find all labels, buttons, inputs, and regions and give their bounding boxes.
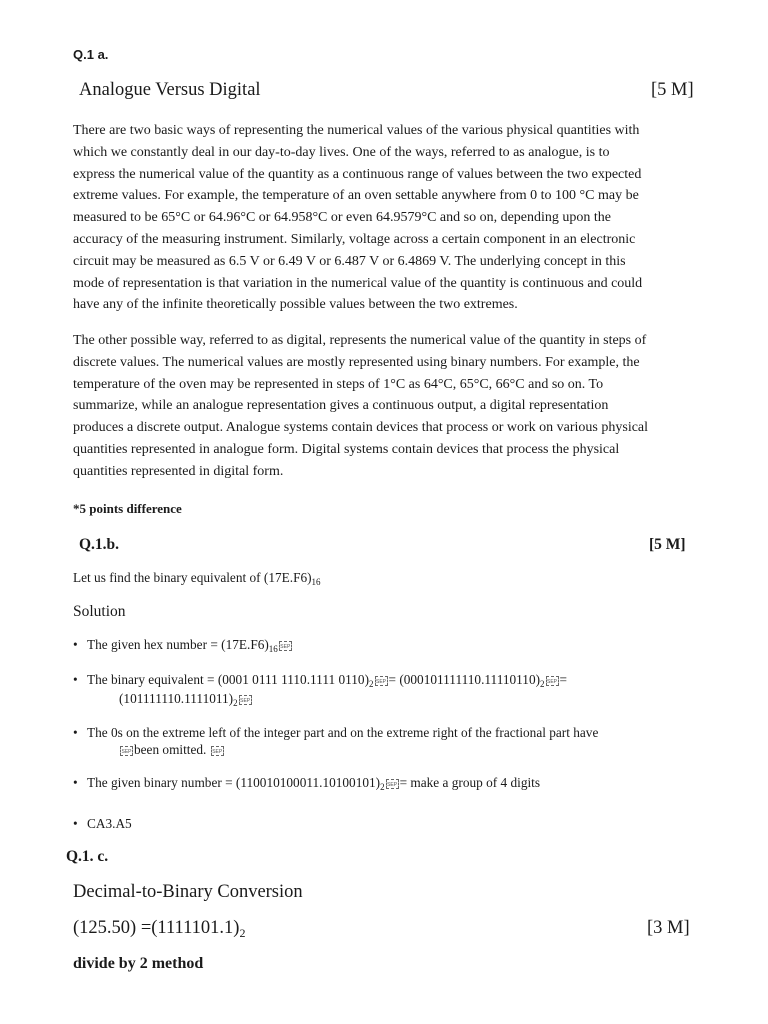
intro-line <box>73 570 321 586</box>
text-line: quantities represented in digital form. <box>73 463 284 479</box>
text-line: produces a discrete output. Analogue systems contain devices that process or work on various physical <box>73 420 649 436</box>
text-line: There are two basic ways of representing the numerical values of the various physical quantities with <box>73 123 640 138</box>
text-line: circuit may be measured as 6.5 V or 6.49 V or 6.487 V or 6.4869 V. The underlying concept in this <box>73 253 626 269</box>
list-item <box>73 636 293 653</box>
bullet-text: = make a group of 4 digits <box>399 775 541 790</box>
method-label: divide by 2 method <box>73 955 204 972</box>
equation-text: (125.50) =(1111101.1) <box>73 918 240 938</box>
question-label: Q.1.b. <box>79 536 120 553</box>
list-item <box>73 774 540 791</box>
solution-heading: Solution <box>73 603 126 620</box>
separator-icon: SEP <box>211 746 224 756</box>
question-label: Q.1 a. <box>73 47 109 62</box>
conversion-equation <box>73 918 245 939</box>
subscript: 2 <box>380 782 385 792</box>
bullet-icon: • <box>73 816 78 831</box>
subscript: 16 <box>268 644 278 654</box>
separator-icon: SEP <box>120 746 133 756</box>
list-item-continuation <box>119 690 253 707</box>
bullet-text: The given binary number = (110010100011.10100101) <box>87 775 381 790</box>
text-line: summarize, while an analogue representation gives a continuous output, a digital representation <box>73 398 609 414</box>
bullet-icon: • <box>73 637 78 652</box>
marks-label: [5 M] <box>651 80 694 100</box>
subscript: 16 <box>311 577 321 587</box>
marks-label: [3 M] <box>647 918 690 938</box>
bullet-text: The binary equivalent = (0001 0111 1110.1111 0110) <box>87 672 369 687</box>
text-line: express the numerical value of the quantity as a continuous range of values between the two expected <box>73 166 642 182</box>
text-line: mode of representation is that variation in the numerical value of the quantity is continuous and could <box>73 275 643 291</box>
section-title: Decimal-to-Binary Conversion <box>73 882 303 902</box>
text-line: discrete values. The numerical values are mostly represented using binary numbers. For example, the <box>73 354 640 370</box>
bullet-text: = (000101111110.11110110) <box>388 672 541 687</box>
list-item <box>73 671 567 688</box>
bullet-text: been omitted. <box>134 742 207 757</box>
text-line: measured to be 65°C or 64.96°C or 64.958°C or even 64.9579°C and so on, depending upon the <box>73 210 611 226</box>
question-label: Q.1. c. <box>66 848 109 865</box>
text-line: have any of the infinite theoretically possible values between the two extremes. <box>73 297 518 313</box>
subscript: 2 <box>233 698 238 708</box>
section-title: Analogue Versus Digital <box>79 80 261 100</box>
subscript: 2 <box>540 679 545 689</box>
separator-icon: SEP <box>279 641 292 651</box>
separator-icon: SEP <box>386 779 399 789</box>
bullet-icon: • <box>73 725 78 740</box>
separator-icon: SEP <box>546 676 559 686</box>
text-line: extreme values. For example, the temperature of an oven settable anywhere from 0 to 100 °C may be <box>73 188 639 204</box>
list-item <box>73 815 132 832</box>
marks-label: [5 M] <box>649 536 686 553</box>
paragraph-analogue <box>73 120 723 316</box>
subscript: 2 <box>369 679 374 689</box>
bullet-text: The given hex number = (17E.F6) <box>87 637 269 652</box>
points-note: *5 points difference <box>73 501 182 516</box>
bullet-icon: • <box>73 672 78 687</box>
separator-icon: SEP <box>239 695 252 705</box>
text-line: temperature of the oven may be represented in steps of 1°C as 64°C, 65°C, 66°C and so on. To <box>73 376 604 392</box>
text-line: which we constantly deal in our day-to-day lives. One of the ways, referred to as analogue, is to <box>73 144 610 160</box>
subscript: 2 <box>239 926 246 940</box>
text-line: The other possible way, referred to as digital, represents the numerical value of the quantity in steps of <box>73 333 647 348</box>
list-item-continuation <box>119 741 225 758</box>
text-line: quantities represented in analogue form. Digital systems contain devices that process the physical <box>73 441 620 457</box>
bullet-text: The 0s on the extreme left of the integer part and on the extreme right of the fractional part have <box>87 725 599 740</box>
intro-text: Let us find the binary equivalent of (17E.F6) <box>73 570 312 585</box>
text-line: accuracy of the measuring instrument. Similarly, voltage across a certain component in an electronic <box>73 231 636 247</box>
bullet-text: CA3.A5 <box>87 816 132 831</box>
separator-icon: SEP <box>375 676 388 686</box>
bullet-text: (101111110.1111011) <box>119 691 234 706</box>
bullet-icon: • <box>73 775 78 790</box>
list-item <box>73 724 598 741</box>
bullet-text: = <box>559 672 568 687</box>
paragraph-digital <box>73 330 723 483</box>
